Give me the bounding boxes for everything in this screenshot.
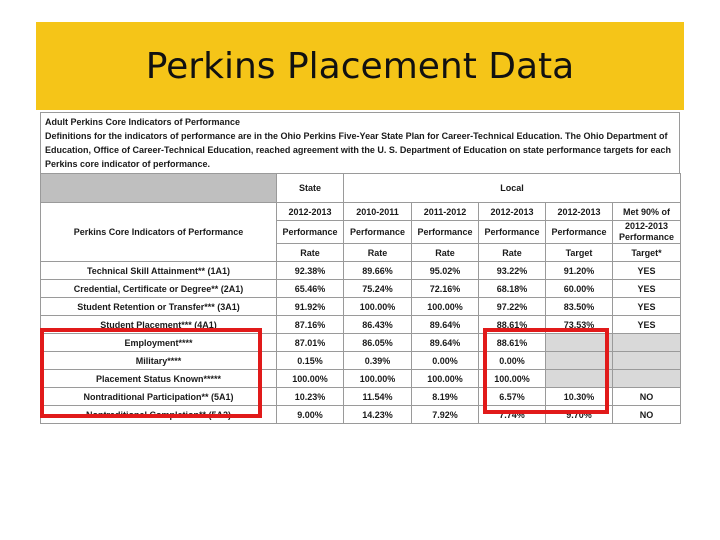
value-cell: 11.54%: [344, 388, 412, 406]
value-cell: 0.39%: [344, 352, 412, 370]
value-cell: 83.50%: [546, 298, 613, 316]
value-cell: 89.66%: [344, 262, 412, 280]
col-header-target-target: Target: [546, 244, 613, 262]
value-cell: 75.24%: [344, 280, 412, 298]
value-cell: 87.01%: [277, 334, 344, 352]
value-cell: NO: [613, 406, 681, 424]
col-header-state-rate: Rate: [277, 244, 344, 262]
indicator-label: Student Retention or Transfer*** (3A1): [41, 298, 277, 316]
value-cell: 88.61%: [479, 316, 546, 334]
indicator-label: Technical Skill Attainment** (1A1): [41, 262, 277, 280]
value-cell: 100.00%: [412, 298, 479, 316]
value-cell: 68.18%: [479, 280, 546, 298]
value-cell: 100.00%: [277, 370, 344, 388]
value-cell: [613, 370, 681, 388]
col-header-2010-perf: Performance: [344, 221, 412, 244]
value-cell: 97.22%: [479, 298, 546, 316]
value-cell: 73.53%: [546, 316, 613, 334]
value-cell: 92.38%: [277, 262, 344, 280]
table-row: [41, 280, 681, 298]
indicator-label: Nontraditional Participation** (5A1): [41, 388, 277, 406]
met-performance-text: Performance: [619, 232, 675, 242]
value-cell: 7.92%: [412, 406, 479, 424]
col-header-state-perf: Performance: [277, 221, 344, 244]
col-header-state-year: 2012-2013: [277, 203, 344, 221]
col-header-2010-rate: Rate: [344, 244, 412, 262]
value-cell: 100.00%: [344, 370, 412, 388]
value-cell: 0.00%: [479, 352, 546, 370]
definition-line-3: Perkins core indicator of performance.: [45, 159, 211, 169]
value-cell: 89.64%: [412, 316, 479, 334]
value-cell: 91.20%: [546, 262, 613, 280]
col-header-met-year: [613, 221, 681, 244]
value-cell: 10.23%: [277, 388, 344, 406]
value-cell: 9.00%: [277, 406, 344, 424]
value-cell: 60.00%: [546, 280, 613, 298]
value-cell: 95.02%: [412, 262, 479, 280]
value-cell: YES: [613, 316, 681, 334]
value-cell: 9.70%: [546, 406, 613, 424]
value-cell: 0.00%: [412, 352, 479, 370]
value-cell: 88.61%: [479, 334, 546, 352]
value-cell: 89.64%: [412, 334, 479, 352]
highlight-box-indicators: [40, 328, 262, 418]
value-cell: 10.30%: [546, 388, 613, 406]
col-header-2011-rate: Rate: [412, 244, 479, 262]
indicator-label: Student Placement*** (4A1): [41, 316, 277, 334]
col-header-2011-perf: Performance: [412, 221, 479, 244]
value-cell: 93.22%: [479, 262, 546, 280]
column-header-row-1: [41, 203, 681, 221]
group-local: Local: [344, 174, 681, 203]
title-bar: [36, 22, 684, 110]
value-cell: 100.00%: [479, 370, 546, 388]
document-header: [40, 112, 680, 173]
highlight-box-rates: [483, 328, 609, 414]
met-year-text: 2012-2013: [625, 221, 669, 231]
indicator-label: Military****: [41, 352, 277, 370]
header-blank-cell: [41, 174, 277, 203]
indicator-label: Credential, Certificate or Degree** (2A1): [41, 280, 277, 298]
value-cell: 87.16%: [277, 316, 344, 334]
indicator-label: Placement Status Known*****: [41, 370, 277, 388]
value-cell: YES: [613, 262, 681, 280]
indicator-label: Nontraditional Completion** (5A2): [41, 406, 277, 424]
value-cell: 65.46%: [277, 280, 344, 298]
table-row: [41, 298, 681, 316]
value-cell: NO: [613, 388, 681, 406]
value-cell: YES: [613, 280, 681, 298]
value-cell: 100.00%: [344, 298, 412, 316]
value-cell: 86.43%: [344, 316, 412, 334]
value-cell: 86.05%: [344, 334, 412, 352]
value-cell: 72.16%: [412, 280, 479, 298]
value-cell: [613, 334, 681, 352]
indicator-column-header: Perkins Core Indicators of Performance: [41, 203, 277, 262]
slide-title: Perkins Placement Data: [145, 45, 575, 87]
col-header-local-2011: 2011-2012: [412, 203, 479, 221]
value-cell: 14.23%: [344, 406, 412, 424]
value-cell: 100.00%: [412, 370, 479, 388]
value-cell: 0.15%: [277, 352, 344, 370]
col-header-target-perf: Performance: [546, 221, 613, 244]
value-cell: [613, 352, 681, 370]
col-header-met-target: Target*: [613, 244, 681, 262]
value-cell: YES: [613, 298, 681, 316]
document-heading: Adult Perkins Core Indicators of Performance: [45, 117, 241, 127]
col-header-local-target-year: 2012-2013: [546, 203, 613, 221]
definition-line-2: Education, Office of Career-Technical Education, reached agreement with the U. S. Department of Education on state performance targets for each: [45, 145, 671, 155]
col-header-2012-perf: Performance: [479, 221, 546, 244]
col-header-local-2010: 2010-2011: [344, 203, 412, 221]
col-header-local-2012: 2012-2013: [479, 203, 546, 221]
value-cell: 91.92%: [277, 298, 344, 316]
value-cell: 6.57%: [479, 388, 546, 406]
indicator-label: Employment****: [41, 334, 277, 352]
col-header-met-90: Met 90% of: [613, 203, 681, 221]
group-header-row: [41, 174, 681, 203]
value-cell: 7.74%: [479, 406, 546, 424]
value-cell: 8.19%: [412, 388, 479, 406]
table-row: [41, 262, 681, 280]
group-state: State: [277, 174, 344, 203]
definition-line-1: Definitions for the indicators of performance are in the Ohio Perkins Five-Year State Plan for Career-Technical Education. The Ohio Department of: [45, 131, 668, 141]
col-header-2012-rate: Rate: [479, 244, 546, 262]
